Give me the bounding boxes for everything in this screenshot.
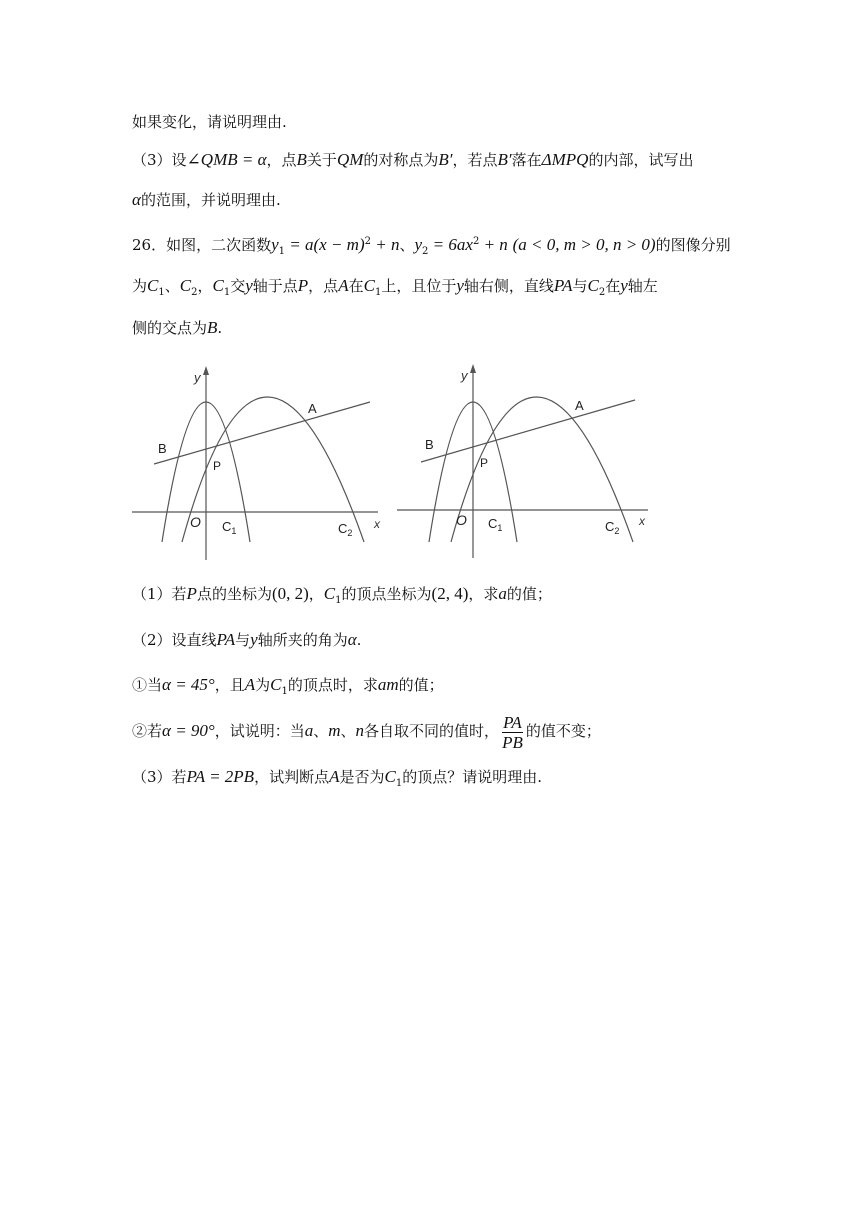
question-1: （1）若P点的坐标为(0, 2)，$C_1$的顶点坐标为(2, 4)，求a的值；	[132, 584, 552, 606]
problem-26-line-2: 为$C_1$、$C_2$，$C_1$交y轴于点P，点A在$C_1$上，且位于y轴右侧，直线PA与$C_2$在y轴左	[132, 276, 658, 298]
figure-left	[128, 362, 388, 562]
question-2-2: ②若α = 90°，试说明：当a、m、n各自取不同的值时， $\frac{PA}{PB}$ 的值不变；	[132, 712, 601, 752]
svg-text:A: A	[575, 398, 584, 413]
y-arrow-icon	[470, 364, 476, 373]
svg-text:x: x	[639, 514, 645, 528]
question-2: （2）设直线PA与y轴所夹的角为α.	[132, 630, 362, 649]
svg-text:x: x	[374, 517, 380, 531]
y-arrow-icon	[203, 366, 209, 375]
figure-right	[393, 362, 658, 562]
svg-text:O: O	[456, 512, 467, 528]
svg-text:y: y	[194, 370, 201, 385]
fraction-pa-pb: $\frac{PA}{PB}$	[502, 712, 523, 752]
line-pa	[154, 402, 370, 464]
svg-text:C1: $C_1$	[488, 516, 503, 533]
question-2-1: ①当α = 45°，且A为$C_1$的顶点时，求am的值；	[132, 675, 444, 697]
svg-text:B: B	[158, 441, 167, 456]
svg-text:O: O	[190, 514, 201, 530]
svg-text:P: P	[213, 459, 222, 473]
problem-26-intro: 26．如图，二次函数$y_1 = a(x - m)^2 + n$、$y_2 = 6ax^2 + n$ (a < 0, m > 0, n > 0)的图像分别	[132, 235, 731, 257]
svg-text:A: A	[308, 401, 317, 416]
problem-26-line-3: 侧的交点为B.	[132, 318, 223, 337]
curve-c2	[182, 397, 364, 542]
text-line-1: 如果变化，请说明理由.	[132, 113, 287, 131]
svg-text:B: B	[425, 437, 434, 452]
text-line-2: （3）设∠QMB = α，点B关于QM的对称点为B′，若点B′落在ΔMPQ的内部，试写出	[132, 150, 694, 169]
svg-text:C2: $C_2$	[338, 521, 353, 538]
svg-text:C1: $C_1$	[222, 519, 237, 536]
svg-text:y: y	[461, 368, 468, 383]
question-3: （3）若PA = 2PB，试判断点A是否为$C_1$的顶点？请说明理由.	[132, 767, 542, 789]
svg-text:C2: $C_2$	[605, 519, 620, 536]
text-line-3: α的范围，并说明理由.	[132, 190, 281, 209]
svg-text:P: P	[480, 456, 489, 470]
